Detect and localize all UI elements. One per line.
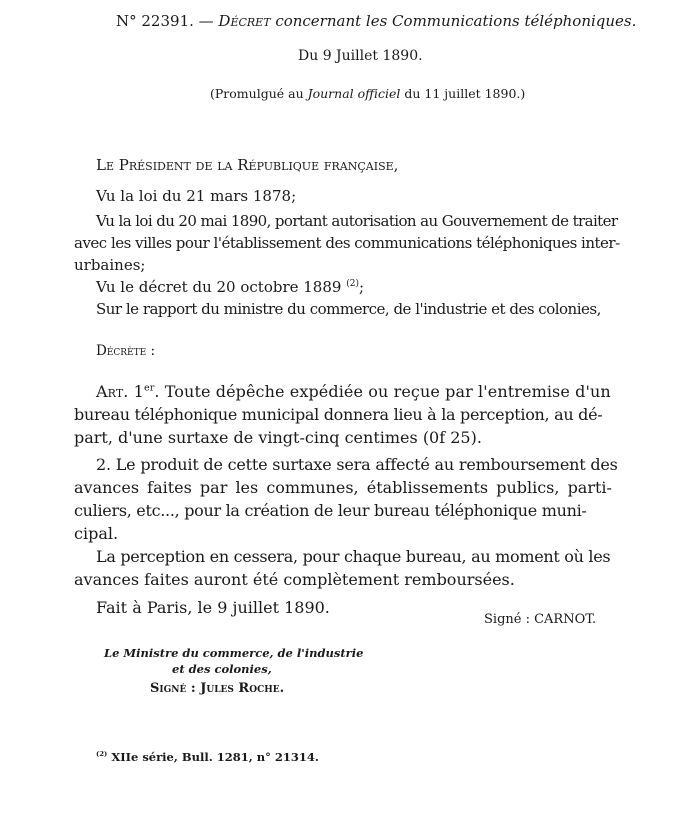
minister-title: et des colonies, [172,662,272,676]
article-2-line: avances faites par les communes, établissements publics, parti- [74,478,612,497]
visa-line: Sur le rapport du ministre du commerce, de l'industrie et des colonies, [96,300,601,318]
decree-date: Du 9 Juillet 1890. [298,48,423,64]
minister-title: Le Ministre du commerce, de l'industrie [104,646,364,660]
footnote [96,750,319,764]
article-2-line: 2. Le produit de cette surtaxe sera affecté au remboursement des [96,455,618,474]
done-at-line: Fait à Paris, le 9 juillet 1890. [96,598,330,617]
article-1-text: . Toute dépêche expédiée ou reçue par l'entremise d'un [154,382,611,401]
article-1-line: bureau téléphonique municipal donnera lieu à la perception, au dé- [74,405,603,424]
ordinal-sup: er [143,382,155,394]
article-2-line: La perception en cessera, pour chaque bureau, au moment où les [96,547,611,566]
journal-name: Journal officiel [307,86,401,101]
article-1-label: Art. 1 [96,382,144,401]
promulgation-prefix: (Promulgué au [210,86,308,101]
article-2-line: avances faites auront été complètement remboursées. [74,570,515,589]
president-signature: Signé : CARNOT. [484,612,597,627]
president-heading: Le Président de la République française, [96,156,399,174]
visa-line: Vu la loi du 20 mai 1890, portant autorisation au Gouvernement de traiter [96,212,618,230]
footnote-ref: (2) [346,279,359,289]
footnote-marker: (2) [96,750,108,759]
decree-word: Décret [218,12,271,30]
article-1-line [96,382,611,401]
visa-text: Vu le décret du 20 octobre 1889 [96,278,342,296]
article-2-line: cipal. [74,524,119,543]
visa-line: Vu la loi du 21 mars 1878; [96,187,297,205]
article-1-line: part, d'une surtaxe de vingt-cinq centimes (0f 25). [74,428,482,447]
promulgation-note [210,86,525,101]
decree-title [116,12,636,30]
visa-line [96,278,364,296]
article-2-line: culiers, etc..., pour la création de leur bureau téléphonique muni- [74,501,587,520]
visa-line: urbaines; [74,256,146,274]
decree-subject: concernant les Communications téléphoniques. [270,12,637,30]
promulgation-suffix: du 11 juillet 1890.) [400,86,526,101]
decrete-heading: Décrète : [96,343,156,359]
footnote-text: XIIe série, Bull. 1281, n° 21314. [107,750,319,764]
visa-line: avec les villes pour l'établissement des communications téléphoniques inter- [74,234,620,252]
minister-signature: Signé : Jules Roche. [150,681,285,696]
visa-punct: ; [358,278,365,296]
decree-number: N° 22391. — [116,12,219,30]
